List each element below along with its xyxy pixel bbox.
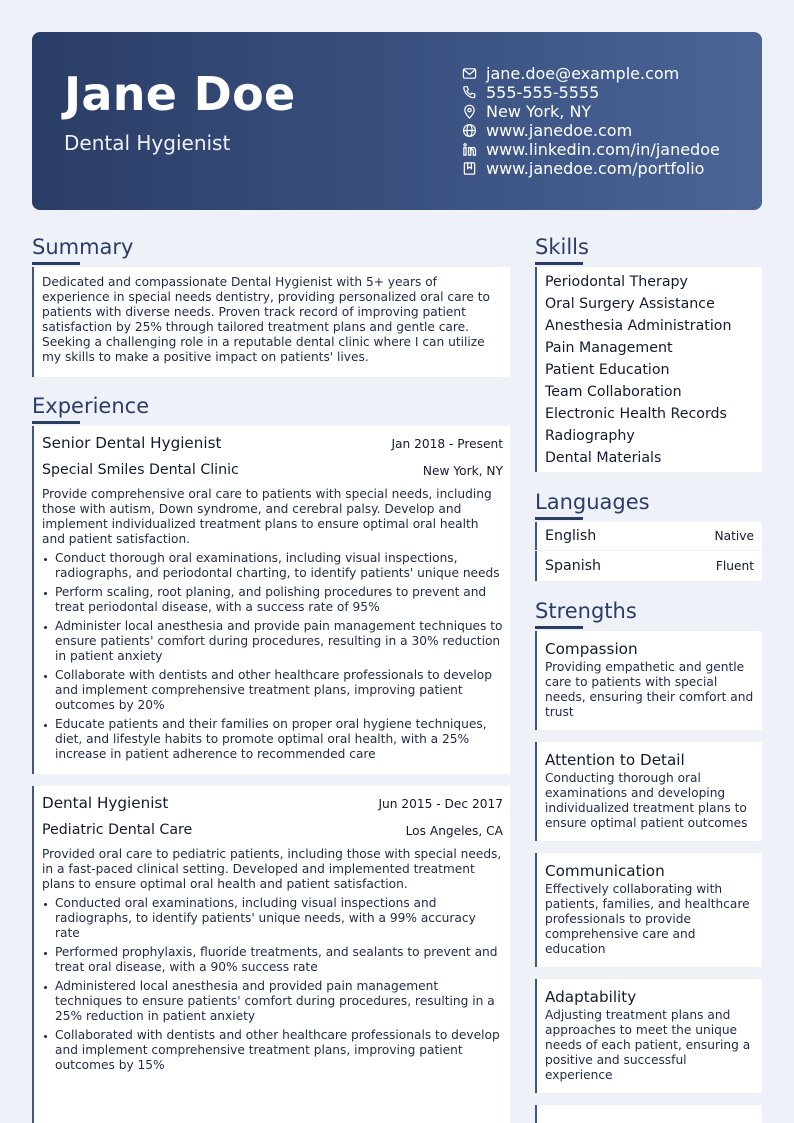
strength-card [535, 1105, 762, 1123]
summary-text: Dedicated and compassionate Dental Hygienist with 5+ years of experience in special needs dentistry, providing personalized oral care to patients with diverse needs. Proven track record of improving patient satisfaction by 25% through tailored treatment plans and gentle care. Seeking a challenging role in a reputable dental clinic where I can utilize my skills to make a positive impact on patients' lives. [42, 275, 490, 364]
language-level: Fluent [715, 559, 754, 573]
job-location: Los Angeles, CA [405, 824, 503, 838]
globe-icon [462, 123, 477, 138]
contact-linkedin-text: www.linkedin.com/in/janedoe [486, 140, 720, 159]
job-entry [32, 426, 510, 774]
language-name: Spanish [545, 558, 602, 574]
location-pin-icon [462, 104, 477, 119]
strength-title: Adaptability [545, 988, 637, 1006]
job-location: New York, NY [422, 464, 503, 478]
contact-website[interactable] [462, 121, 720, 140]
job-company: Special Smiles Dental Clinic [42, 462, 239, 478]
language-row [535, 522, 762, 550]
strengths-heading: Strengths [535, 599, 637, 623]
skill-item: Electronic Health Records [545, 406, 727, 422]
summary-card [32, 267, 510, 377]
strength-card [535, 742, 762, 841]
strength-description: Providing empathetic and gentle care to patients with special needs, ensuring their comfort and trust [545, 660, 754, 719]
contact-portfolio-text: www.janedoe.com/portfolio [486, 159, 705, 178]
job-title: Senior Dental Hygienist [42, 434, 222, 452]
job-company: Pediatric Dental Care [42, 822, 193, 838]
language-name: English [545, 528, 597, 544]
candidate-name: Jane Doe [64, 67, 296, 121]
job-bullets [42, 551, 503, 766]
job-bullets [42, 896, 503, 1077]
strength-title: Communication [545, 862, 665, 880]
languages-heading: Languages [535, 490, 650, 514]
strength-description: Adjusting treatment plans and approaches to meet the unique needs of each patient, ensuring a positive and successful experience [545, 1008, 751, 1082]
resume-header [32, 32, 762, 210]
job-bullet: Conducted oral examinations, including visual inspections and radiographs, to identify patients' unique needs, with a 99% accuracy rate [42, 896, 503, 941]
linkedin-icon [462, 142, 477, 157]
job-bullet: Collaborated with dentists and other healthcare professionals to develop and implement comprehensive treatment plans, improving patient outcomes by 15% [42, 1028, 503, 1073]
job-title: Dental Hygienist [42, 794, 169, 812]
strength-title: Compassion [545, 640, 638, 658]
contact-phone[interactable] [462, 83, 720, 102]
language-level: Native [714, 529, 754, 543]
contact-list [462, 64, 720, 178]
contact-email-text: jane.doe@example.com [486, 64, 680, 83]
contact-linkedin[interactable] [462, 140, 720, 159]
job-bullet: Perform scaling, root planing, and polishing procedures to prevent and treat periodontal disease, with a success rate of 95% [42, 585, 503, 615]
strength-card [535, 979, 762, 1093]
job-description: Provide comprehensive oral care to patients with special needs, including those with autism, Down syndrome, and cerebral palsy. Develop and implement individualized treatment plans to ensure optimal oral health and patient satisfaction. [42, 487, 492, 546]
job-bullet: Performed prophylaxis, fluoride treatments, and sealants to prevent and treat oral disease, with a 90% success rate [42, 945, 503, 975]
skill-item: Anesthesia Administration [545, 318, 732, 334]
contact-phone-text: 555-555-5555 [486, 83, 600, 102]
job-dates: Jan 2018 - Present [391, 437, 503, 451]
skills-list [537, 267, 762, 469]
skill-item: Periodontal Therapy [545, 274, 688, 290]
contact-portfolio[interactable] [462, 159, 720, 178]
skills-heading: Skills [535, 235, 589, 259]
strength-card [535, 631, 762, 730]
mail-icon [462, 66, 477, 81]
job-bullet: Administer local anesthesia and provide pain management techniques to ensure patients' comfort during procedures, resulting in a 30% reduction in patient anxiety [42, 619, 503, 664]
skill-item: Patient Education [545, 362, 670, 378]
skill-item: Team Collaboration [545, 384, 682, 400]
job-bullet: Administered local anesthesia and provided pain management techniques to ensure patients' comfort during procedures, resulting in a 25% reduction in patient anxiety [42, 979, 503, 1024]
job-bullet: Educate patients and their families on proper oral hygiene techniques, diet, and lifestyle habits to promote optimal oral health, with a 25% increase in patient adherence to recommended care [42, 717, 503, 762]
skill-item: Oral Surgery Assistance [545, 296, 715, 312]
job-entry [32, 786, 510, 1123]
experience-heading: Experience [32, 394, 150, 418]
language-row [535, 551, 762, 581]
contact-location-text: New York, NY [486, 102, 592, 121]
skill-item: Pain Management [545, 340, 673, 356]
skill-item: Dental Materials [545, 450, 662, 466]
phone-icon [462, 85, 477, 100]
strength-description: Effectively collaborating with patients, families, and healthcare professionals to provide comprehensive care and education [545, 882, 750, 956]
summary-heading: Summary [32, 235, 134, 259]
skill-item: Radiography [545, 428, 635, 444]
job-bullet: Collaborate with dentists and other healthcare professionals to develop and implement comprehensive treatment plans, improving patient outcomes by 20% [42, 668, 503, 713]
skills-card [535, 267, 762, 472]
candidate-title: Dental Hygienist [64, 131, 231, 155]
job-bullet: Conduct thorough oral examinations, including visual inspections, radiographs, and periodontal charting, to identify patients' unique needs [42, 551, 503, 581]
strength-card [535, 853, 762, 967]
job-dates: Jun 2015 - Dec 2017 [378, 797, 503, 811]
contact-website-text: www.janedoe.com [486, 121, 633, 140]
portfolio-icon [462, 161, 477, 176]
strength-title: Attention to Detail [545, 751, 685, 769]
contact-location [462, 102, 720, 121]
contact-email[interactable] [462, 64, 720, 83]
job-description: Provided oral care to pediatric patients, including those with special needs, in a fast-paced clinical setting. Developed and implemented treatment plans to ensure optimal oral health and patient satisfaction. [42, 847, 502, 891]
strength-description: Conducting thorough oral examinations and developing individualized treatment plans to ensure optimal patient outcomes [545, 771, 748, 830]
